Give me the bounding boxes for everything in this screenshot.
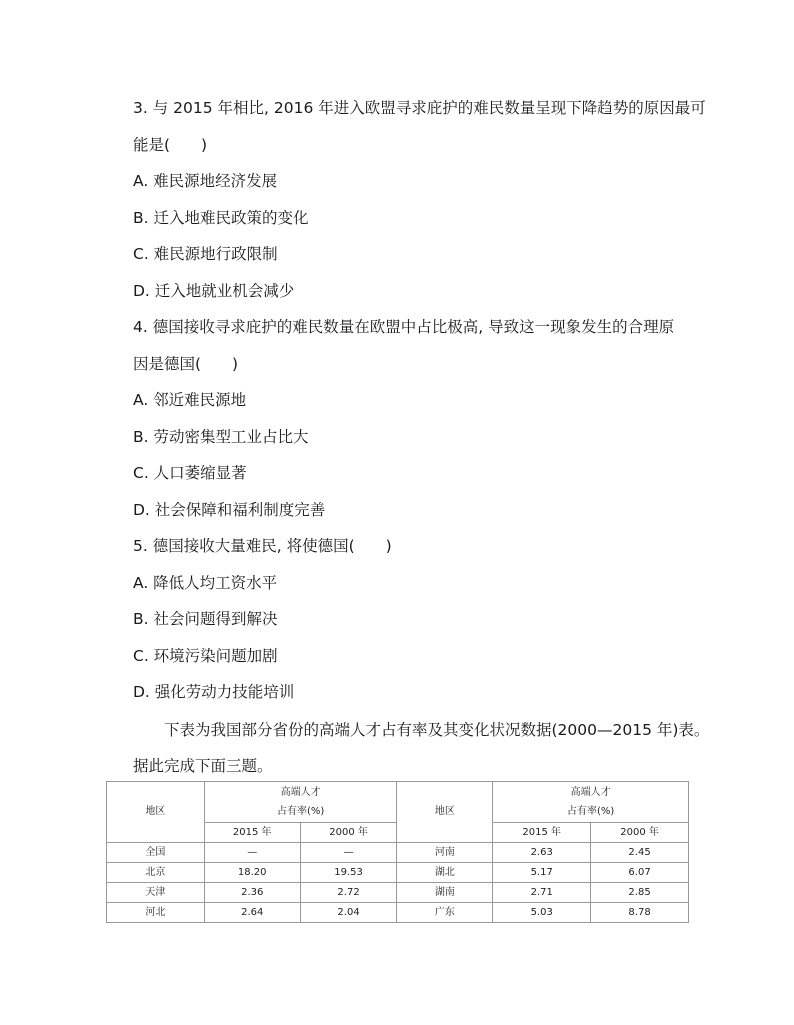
metric-header-right [493,782,689,823]
table-cell: 2.85 [591,883,689,903]
table-intro-paragraph [133,712,733,785]
table-cell: 2.45 [591,843,689,863]
question-4-option-a: A. 邻近难民源地 [133,391,247,409]
table-cell: 2.63 [493,843,591,863]
table-cell: 北京 [107,863,205,883]
question-3-option-a: A. 难民源地经济发展 [133,172,278,190]
table-cell: 8.78 [591,903,689,923]
question-5-option-a: A. 降低人均工资水平 [133,573,278,592]
table-cell: 河南 [397,843,493,863]
question-5-option-b: B. 社会问题得到解决 [133,610,278,628]
table-cell: 18.20 [204,863,300,883]
region-header-left: 地区 [107,782,205,843]
talent-share-table [106,781,689,923]
table-intro-line1: 下表为我国部分省份的高端人才占有率及其变化状况数据(2000—2015 年)表。 [164,720,710,739]
table-cell: 2.04 [300,903,397,923]
table-cell: 2.71 [493,883,591,903]
table-cell: 19.53 [300,863,397,883]
question-3-stem-line2: 能是( ) [133,135,208,154]
region-header-right: 地区 [397,782,493,843]
table-cell: 2.72 [300,883,397,903]
question-3-option-b: B. 迁入地难民政策的变化 [133,208,309,227]
question-content [133,90,733,785]
table-row [107,843,689,863]
table-cell: 全国 [107,843,205,863]
question-4-option-d: D. 社会保障和福利制度完善 [133,500,326,519]
table-cell: 2.36 [204,883,300,903]
table-cell: 河北 [107,903,205,923]
table-cell: 2.64 [204,903,300,923]
metric-header-right-line2: 占有率(%) [566,806,615,817]
table-header-row [107,782,689,823]
question-5-stem-line1: 5. 德国接收大量难民, 将使德国( ) [133,537,392,555]
year-2000-right: 2000 年 [591,823,689,843]
table-cell: 湖北 [397,863,493,883]
question-4-stem-line1: 4. 德国接收寻求庇护的难民数量在欧盟中占比极高, 导致这一现象发生的合理原 [133,318,675,336]
table-cell: 广东 [397,903,493,923]
table-cell: 湖南 [397,883,493,903]
table-cell: 天津 [107,883,205,903]
metric-header-left [204,782,397,823]
question-3-stem-line1: 3. 与 2015 年相比, 2016 年进入欧盟寻求庇护的难民数量呈现下降趋势的原因最可 [133,99,706,117]
year-2000-left: 2000 年 [300,823,397,843]
metric-header-right-line1: 高端人才 [570,787,611,798]
table-row [107,863,689,883]
year-2015-left: 2015 年 [204,823,300,843]
question-5-option-d: D. 强化劳动力技能培训 [133,683,295,701]
question-4-option-b: B. 劳动密集型工业占比大 [133,427,309,446]
question-5-option-c: C. 环境污染问题加剧 [133,646,278,665]
question-4-option-c: C. 人口萎缩显著 [133,464,247,482]
year-2015-right: 2015 年 [493,823,591,843]
table-cell: 5.03 [493,903,591,923]
table-cell: 5.17 [493,863,591,883]
question-3-option-c: C. 难民源地行政限制 [133,245,278,263]
question-4-stem-line2: 因是德国( ) [133,354,239,373]
table-row [107,883,689,903]
table-row [107,903,689,923]
metric-header-left-line2: 占有率(%) [276,806,325,817]
metric-header-left-line1: 高端人才 [280,787,321,798]
table-cell: — [204,843,300,863]
table-cell: 6.07 [591,863,689,883]
question-3-option-d: D. 迁入地就业机会减少 [133,281,295,300]
table-intro-line2: 据此完成下面三题。 [133,757,273,775]
table-cell: — [300,843,397,863]
